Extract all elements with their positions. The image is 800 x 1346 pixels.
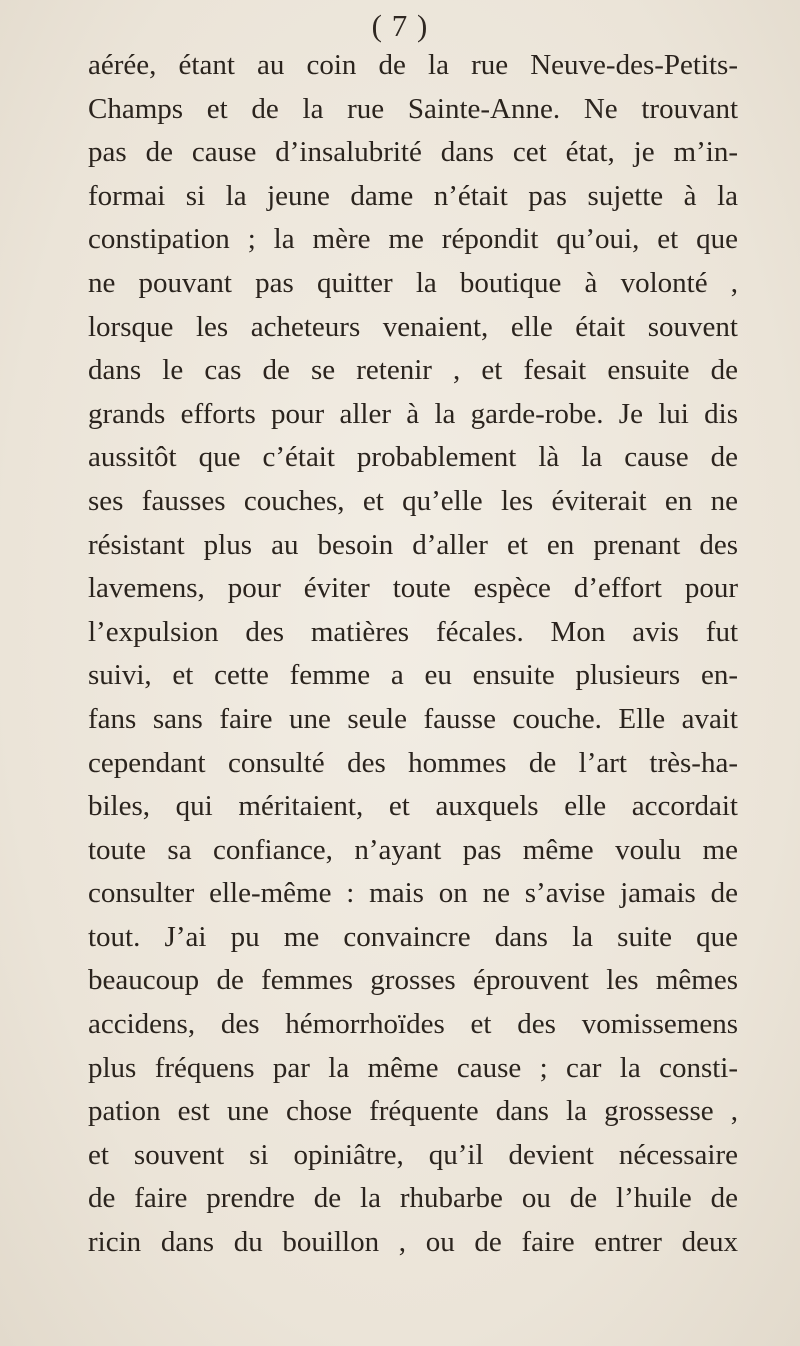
text-line: toute sa confiance, n’ayant pas même voulu me (88, 833, 738, 866)
text-line: résistant plus au besoin d’aller et en prenant des (88, 528, 738, 561)
text-line: accidens, des hémorrhoïdes et des vomissemens (88, 1008, 738, 1041)
body-text (88, 44, 738, 1265)
text-line: beaucoup de femmes grosses éprouvent les mêmes (88, 964, 738, 997)
text-line: ses fausses couches, et qu’elle les éviterait en ne (88, 484, 738, 517)
text-line: consulter elle-même : mais on ne s’avise jamais de (88, 877, 738, 910)
text-line: fans sans faire une seule fausse couche. Elle avait (88, 702, 738, 735)
text-line: dans le cas de se retenir , et fesait ensuite de (88, 354, 738, 387)
text-line: ricin dans du bouillon , ou de faire entrer deux (88, 1226, 738, 1259)
text-line: aérée, étant au coin de la rue Neuve-des-Petits- (88, 49, 738, 81)
text-line: plus fréquens par la même cause ; car la consti- (88, 1051, 738, 1084)
text-line: tout. J’ai pu me convaincre dans la suite que (88, 920, 738, 953)
text-line: pation est une chose fréquente dans la grossesse , (88, 1095, 738, 1128)
text-line: lorsque les acheteurs venaient, elle était souvent (88, 310, 738, 343)
text-line: grands efforts pour aller à la garde-robe. Je lui dis (88, 397, 738, 430)
text-line: pas de cause d’insalubrité dans cet état, je m’in- (88, 136, 738, 169)
page-number: ( 7 ) (371, 8, 429, 43)
text-line: biles, qui méritaient, et auxquels elle accordait (88, 790, 738, 823)
text-line: cependant consulté des hommes de l’art très-ha- (88, 746, 738, 779)
text-line: et souvent si opiniâtre, qu’il devient nécessaire (88, 1138, 738, 1171)
text-line: suivi, et cette femme a eu ensuite plusieurs en- (88, 659, 738, 692)
text-line: lavemens, pour éviter toute espèce d’effort pour (88, 572, 738, 605)
text-line: ne pouvant pas quitter la boutique à volonté , (88, 266, 738, 299)
text-line: Champs et de la rue Sainte-Anne. Ne trouvant (88, 92, 738, 125)
text-line: formai si la jeune dame n’était pas sujette à la (88, 179, 738, 212)
text-line: constipation ; la mère me répondit qu’oui, et que (88, 223, 738, 256)
text-line: aussitôt que c’était probablement là la cause de (88, 441, 738, 474)
text-line: l’expulsion des matières fécales. Mon avis fut (88, 615, 738, 648)
text-line: de faire prendre de la rhubarbe ou de l’huile de (88, 1182, 738, 1215)
